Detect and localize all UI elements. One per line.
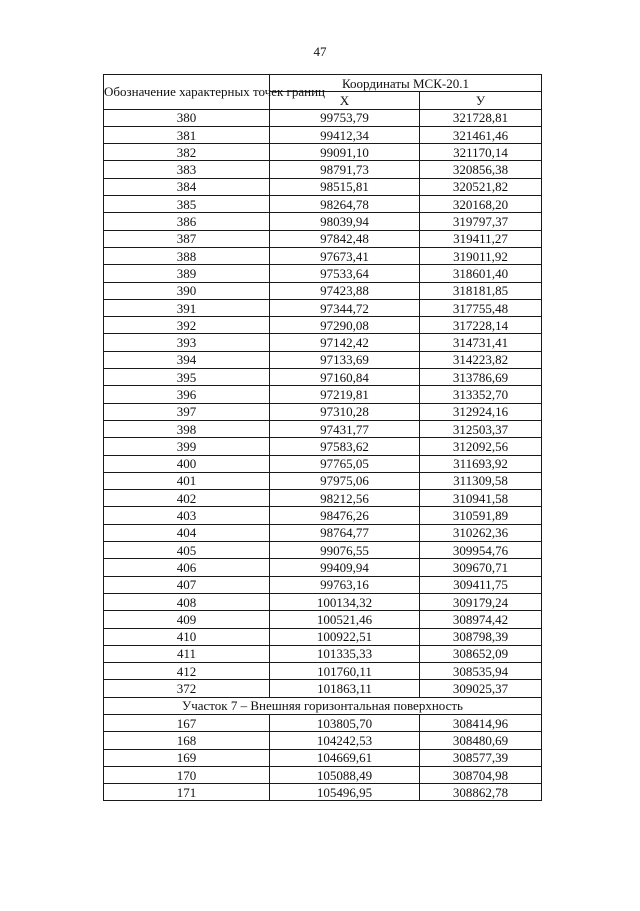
- table-row: [104, 455, 542, 472]
- y-coordinate-cell: 319011,92: [420, 247, 542, 264]
- x-coordinate-cell: 97219,81: [270, 386, 420, 403]
- x-coordinate-cell: 98039,94: [270, 213, 420, 230]
- table-row: [104, 213, 542, 230]
- y-coordinate-cell: 314731,41: [420, 334, 542, 351]
- point-number-cell: 405: [104, 542, 270, 559]
- point-number-cell: 380: [104, 109, 270, 126]
- table-row: [104, 317, 542, 334]
- point-number-cell: 404: [104, 524, 270, 541]
- y-coordinate-cell: 319797,37: [420, 213, 542, 230]
- y-coordinate-cell: 321461,46: [420, 126, 542, 143]
- x-coordinate-cell: 101335,33: [270, 645, 420, 662]
- table-row: [104, 559, 542, 576]
- section-row-group: [104, 697, 542, 714]
- table-header: [104, 75, 542, 110]
- point-number-cell: 403: [104, 507, 270, 524]
- point-number-cell: 394: [104, 351, 270, 368]
- x-coordinate-cell: 99091,10: [270, 144, 420, 161]
- x-coordinate-cell: 99753,79: [270, 109, 420, 126]
- point-number-cell: 170: [104, 766, 270, 783]
- y-coordinate-cell: 312924,16: [420, 403, 542, 420]
- point-number-cell: 385: [104, 196, 270, 213]
- table-row: [104, 351, 542, 368]
- y-coordinate-cell: 308535,94: [420, 663, 542, 680]
- point-number-cell: 402: [104, 490, 270, 507]
- point-number-cell: 398: [104, 420, 270, 437]
- y-coordinate-cell: 314223,82: [420, 351, 542, 368]
- y-coordinate-cell: 313352,70: [420, 386, 542, 403]
- x-coordinate-cell: 105088,49: [270, 766, 420, 783]
- x-coordinate-cell: 97583,62: [270, 438, 420, 455]
- x-coordinate-cell: 97975,06: [270, 472, 420, 489]
- y-coordinate-cell: 310591,89: [420, 507, 542, 524]
- table-row: [104, 144, 542, 161]
- point-number-cell: 384: [104, 178, 270, 195]
- y-coordinate-cell: 319411,27: [420, 230, 542, 247]
- table-row: [104, 645, 542, 662]
- x-coordinate-cell: 100134,32: [270, 593, 420, 610]
- table-row: [104, 680, 542, 697]
- table-row: [104, 247, 542, 264]
- point-number-cell: 400: [104, 455, 270, 472]
- x-coordinate-cell: 104669,61: [270, 749, 420, 766]
- table-row: [104, 265, 542, 282]
- table-row: [104, 230, 542, 247]
- table-row: [104, 386, 542, 403]
- table-row: [104, 507, 542, 524]
- x-coordinate-cell: 99763,16: [270, 576, 420, 593]
- point-number-cell: 390: [104, 282, 270, 299]
- y-coordinate-cell: 318601,40: [420, 265, 542, 282]
- table-row: [104, 126, 542, 143]
- x-coordinate-cell: 97160,84: [270, 369, 420, 386]
- point-number-cell: 392: [104, 317, 270, 334]
- y-coordinate-cell: 313786,69: [420, 369, 542, 386]
- x-coordinate-cell: 98791,73: [270, 161, 420, 178]
- table-row: [104, 420, 542, 437]
- x-coordinate-cell: 101863,11: [270, 680, 420, 697]
- point-number-cell: 395: [104, 369, 270, 386]
- x-coordinate-cell: 104242,53: [270, 732, 420, 749]
- table-row: [104, 714, 542, 731]
- point-number-cell: 167: [104, 714, 270, 731]
- point-number-cell: 388: [104, 247, 270, 264]
- x-coordinate-cell: 97533,64: [270, 265, 420, 282]
- x-coordinate-cell: 100521,46: [270, 611, 420, 628]
- y-coordinate-cell: 309025,37: [420, 680, 542, 697]
- point-number-cell: 393: [104, 334, 270, 351]
- point-number-cell: 372: [104, 680, 270, 697]
- y-coordinate-cell: 309411,75: [420, 576, 542, 593]
- point-label-header: Обозначение характерных точек границ: [104, 75, 270, 110]
- point-number-cell: 397: [104, 403, 270, 420]
- x-coordinate-cell: 97142,42: [270, 334, 420, 351]
- y-coordinate-cell: 308704,98: [420, 766, 542, 783]
- table-row: [104, 784, 542, 801]
- y-coordinate-cell: 311693,92: [420, 455, 542, 472]
- x-coordinate-cell: 98764,77: [270, 524, 420, 541]
- section-row: [104, 697, 542, 714]
- table-row: [104, 161, 542, 178]
- y-coordinate-cell: 309179,24: [420, 593, 542, 610]
- x-coordinate-cell: 97431,77: [270, 420, 420, 437]
- x-coordinate-cell: 99409,94: [270, 559, 420, 576]
- point-number-cell: 382: [104, 144, 270, 161]
- point-number-cell: 386: [104, 213, 270, 230]
- x-coordinate-cell: 97673,41: [270, 247, 420, 264]
- table-row: [104, 299, 542, 316]
- x-coordinate-cell: 105496,95: [270, 784, 420, 801]
- y-coordinate-cell: 312503,37: [420, 420, 542, 437]
- y-coordinate-cell: 321170,14: [420, 144, 542, 161]
- table-row: [104, 282, 542, 299]
- point-number-cell: 383: [104, 161, 270, 178]
- table-row: [104, 490, 542, 507]
- x-coordinate-cell: 97310,28: [270, 403, 420, 420]
- table-row: [104, 178, 542, 195]
- point-number-cell: 408: [104, 593, 270, 610]
- y-column-header: У: [420, 92, 542, 109]
- y-coordinate-cell: 312092,56: [420, 438, 542, 455]
- y-coordinate-cell: 311309,58: [420, 472, 542, 489]
- page-number: 47: [313, 44, 327, 59]
- point-number-cell: 406: [104, 559, 270, 576]
- x-coordinate-cell: 98264,78: [270, 196, 420, 213]
- y-coordinate-cell: 320168,20: [420, 196, 542, 213]
- x-coordinate-cell: 97765,05: [270, 455, 420, 472]
- table-row: [104, 542, 542, 559]
- y-coordinate-cell: 308974,42: [420, 611, 542, 628]
- table-row: [104, 438, 542, 455]
- table-row: [104, 766, 542, 783]
- table-row: [104, 628, 542, 645]
- x-coordinate-cell: 97133,69: [270, 351, 420, 368]
- table-row: [104, 403, 542, 420]
- y-coordinate-cell: 317228,14: [420, 317, 542, 334]
- point-number-cell: 399: [104, 438, 270, 455]
- point-number-cell: 412: [104, 663, 270, 680]
- table-body-lower: [104, 714, 542, 800]
- point-number-cell: 389: [104, 265, 270, 282]
- point-number-cell: 169: [104, 749, 270, 766]
- x-coordinate-cell: 103805,70: [270, 714, 420, 731]
- table-row: [104, 196, 542, 213]
- point-number-cell: 411: [104, 645, 270, 662]
- table-row: [104, 109, 542, 126]
- y-coordinate-cell: 308862,78: [420, 784, 542, 801]
- x-column-header: Х: [270, 92, 420, 109]
- y-coordinate-cell: 308480,69: [420, 732, 542, 749]
- y-coordinate-cell: 320856,38: [420, 161, 542, 178]
- y-coordinate-cell: 308577,39: [420, 749, 542, 766]
- point-number-cell: 391: [104, 299, 270, 316]
- table-row: [104, 334, 542, 351]
- table-row: [104, 611, 542, 628]
- table-row: [104, 593, 542, 610]
- x-coordinate-cell: 98476,26: [270, 507, 420, 524]
- table-row: [104, 472, 542, 489]
- section-title: Участок 7 – Внешняя горизонтальная поверхность: [104, 697, 542, 714]
- y-coordinate-cell: 308798,39: [420, 628, 542, 645]
- table-body-upper: [104, 109, 542, 697]
- x-coordinate-cell: 98212,56: [270, 490, 420, 507]
- y-coordinate-cell: 308414,96: [420, 714, 542, 731]
- point-number-cell: 387: [104, 230, 270, 247]
- x-coordinate-cell: 99412,34: [270, 126, 420, 143]
- table-row: [104, 749, 542, 766]
- y-coordinate-cell: 310941,58: [420, 490, 542, 507]
- point-number-cell: 407: [104, 576, 270, 593]
- point-number-cell: 168: [104, 732, 270, 749]
- x-coordinate-cell: 99076,55: [270, 542, 420, 559]
- table-row: [104, 524, 542, 541]
- y-coordinate-cell: 321728,81: [420, 109, 542, 126]
- coordinates-table: [103, 74, 542, 801]
- point-number-cell: 396: [104, 386, 270, 403]
- coords-title-header: Координаты МСК-20.1: [270, 75, 542, 92]
- point-number-cell: 410: [104, 628, 270, 645]
- x-coordinate-cell: 101760,11: [270, 663, 420, 680]
- point-number-cell: 171: [104, 784, 270, 801]
- x-coordinate-cell: 98515,81: [270, 178, 420, 195]
- point-number-cell: 381: [104, 126, 270, 143]
- x-coordinate-cell: 97842,48: [270, 230, 420, 247]
- y-coordinate-cell: 310262,36: [420, 524, 542, 541]
- y-coordinate-cell: 318181,85: [420, 282, 542, 299]
- table-row: [104, 732, 542, 749]
- x-coordinate-cell: 97423,88: [270, 282, 420, 299]
- x-coordinate-cell: 97344,72: [270, 299, 420, 316]
- table-row: [104, 576, 542, 593]
- y-coordinate-cell: 317755,48: [420, 299, 542, 316]
- x-coordinate-cell: 97290,08: [270, 317, 420, 334]
- table-row: [104, 663, 542, 680]
- x-coordinate-cell: 100922,51: [270, 628, 420, 645]
- y-coordinate-cell: 308652,09: [420, 645, 542, 662]
- y-coordinate-cell: 320521,82: [420, 178, 542, 195]
- table-row: [104, 369, 542, 386]
- point-number-cell: 409: [104, 611, 270, 628]
- y-coordinate-cell: 309954,76: [420, 542, 542, 559]
- y-coordinate-cell: 309670,71: [420, 559, 542, 576]
- point-number-cell: 401: [104, 472, 270, 489]
